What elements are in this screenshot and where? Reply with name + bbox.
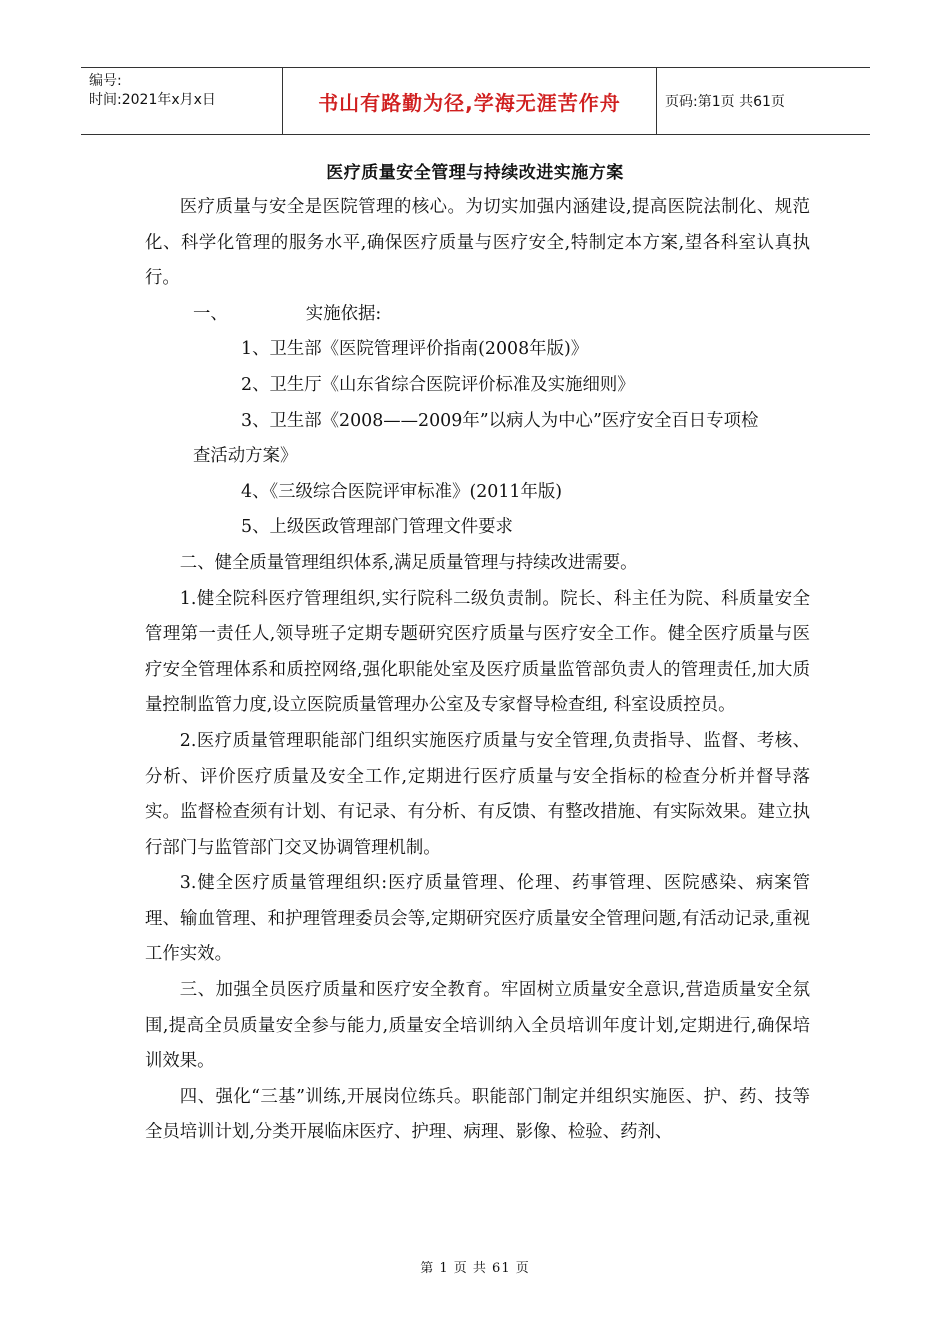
header-motto-cell — [283, 68, 657, 134]
basis-item-continuation: 查活动方案》 — [193, 446, 298, 467]
intro-paragraph: 医疗质量与安全是医院管理的核心。为切实加强内涵建设,提高医院法制化、规范化、科学化管理的服务水平,确保医疗质量与医疗安全,特制定本方案,望各科室认真执行。 — [145, 197, 810, 289]
document-title: 医疗质量安全管理与持续改进实施方案 — [326, 163, 624, 183]
body-paragraph: 3.健全医疗质量管理组织:医疗质量管理、伦理、药事管理、医院感染、病案管理、输血管理、和护理管理委员会等,定期研究医疗质量安全管理问题,有活动记录,重视工作实效。 — [145, 873, 810, 965]
section-title: 实施依据: — [305, 303, 382, 324]
section-heading-basis — [145, 297, 810, 333]
header-page-cell — [657, 68, 870, 134]
document-body — [145, 190, 810, 1151]
basis-item: 5、上级医政管理部门管理文件要求 — [241, 517, 513, 538]
document-date: 时间:2021年x月x日 — [89, 92, 216, 108]
header-motto: 书山有路勤为径,学海无涯苦作舟 — [318, 90, 621, 115]
header-meta-cell — [81, 68, 283, 134]
section-heading-organization: 二、健全质量管理组织体系,满足质量管理与持续改进需要。 — [179, 552, 638, 573]
basis-item: 4、《三级综合医院评审标准》(2011年版) — [241, 481, 563, 502]
section-paragraph-training: 四、强化“三基”训练,开展岗位练兵。职能部门制定并组织实施医、护、药、技等全员培训计划,分类开展临床医疗、护理、病理、影像、检验、药剂、 — [145, 1086, 810, 1143]
header-page-number: 页码:第1页 共61页 — [665, 94, 785, 110]
basis-item: 2、卫生厅《山东省综合医院评价标准及实施细则》 — [241, 374, 635, 395]
body-paragraph: 2.医疗质量管理职能部门组织实施医疗质量与安全管理,负责指导、监督、考核、分析、评价医疗质量及安全工作,定期进行医疗质量与安全指标的检查分析并督导落实。监督检查须有计划、有记录、有分析、有反馈、有整改措施、有实际效果。建立执行部门与监管部门交叉协调管理机制。 — [145, 730, 810, 858]
section-paragraph-education: 三、加强全员医疗质量和医疗安全教育。牢固树立质量安全意识,营造质量安全氛围,提高全员质量安全参与能力,质量安全培训纳入全员培训年度计划,定期进行,确保培训效果。 — [145, 980, 810, 1072]
body-paragraph: 1.健全院科医疗管理组织,实行院科二级负责制。院长、科主任为院、科质量安全管理第一责任人,领导班子定期专题研究医疗质量与医疗安全工作。健全医疗质量与医疗安全管理体系和质控网络,强化职能处室及医疗质量监管部负责人的管理责任,加大质量控制监管力度,设立医院质量管理办公室及专家督导检查组, 科室设质控员。 — [145, 588, 810, 716]
basis-item: 3、卫生部《2008——2009年”以病人为中心”医疗安全百日专项检 — [241, 410, 759, 431]
page-footer: 第 1 页 共 61 页 — [420, 1261, 530, 1276]
basis-item: 1、卫生部《医院管理评价指南(2008年版)》 — [241, 339, 589, 360]
section-number: 一、 — [193, 303, 228, 324]
document-header — [81, 67, 870, 135]
document-number: 编号: — [89, 73, 122, 89]
